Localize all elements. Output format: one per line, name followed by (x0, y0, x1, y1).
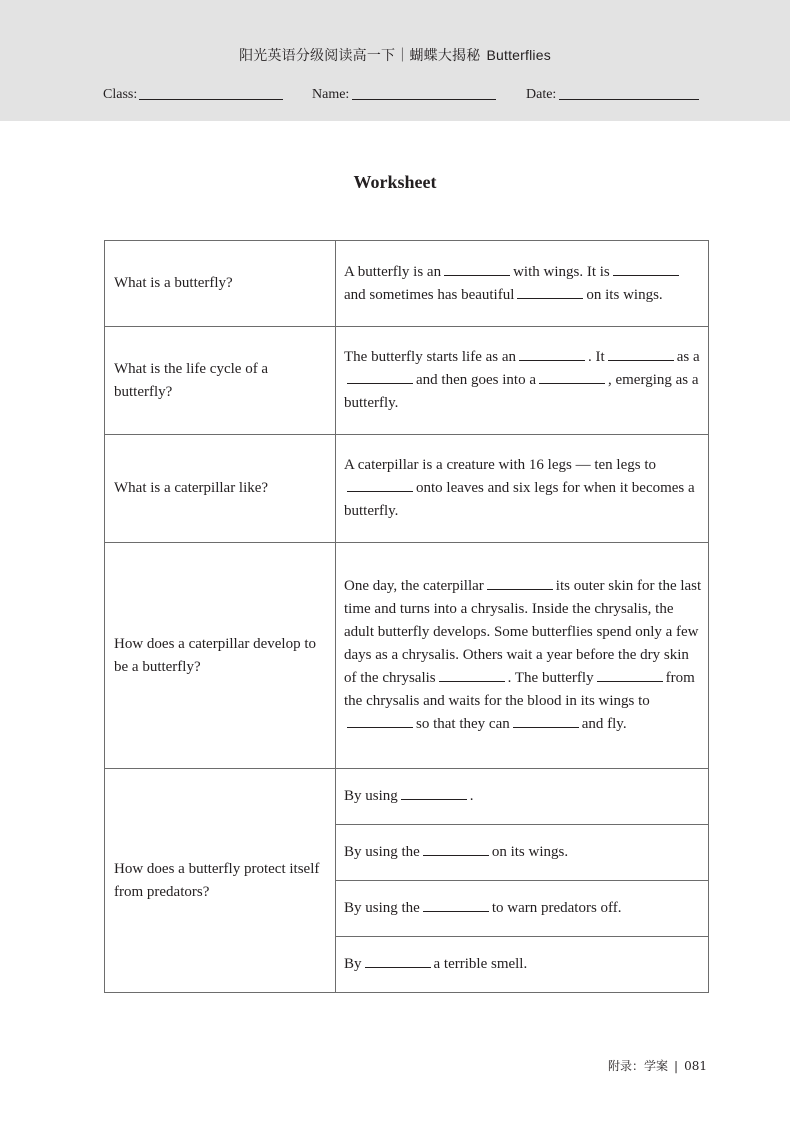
date-label: Date: (526, 87, 557, 102)
fill-in-blank[interactable] (519, 348, 585, 361)
question-cell: How does a caterpillar develop to be a butterfly? (105, 543, 336, 769)
answer-text: . (469, 788, 474, 804)
answer-text: with wings. It is (513, 263, 610, 280)
answer-text: and then goes into a (416, 372, 536, 388)
answer-text: on its wings. (491, 844, 569, 860)
answer-cell (336, 543, 709, 769)
worksheet-title: Worksheet (353, 172, 437, 192)
table-row (105, 327, 709, 435)
class-field[interactable] (103, 85, 283, 103)
question-cell: How does a butterfly protect itself from predators? (105, 769, 336, 993)
fill-in-blank[interactable] (517, 286, 583, 299)
fill-in-blank[interactable] (539, 371, 605, 384)
answer-cell (336, 769, 709, 825)
footer-section: 附录：学案 (608, 1059, 669, 1073)
answer-text: By using (344, 788, 398, 804)
answer-text: so that they can (416, 716, 510, 732)
fill-in-blank[interactable] (347, 715, 413, 728)
date-blank[interactable] (559, 85, 699, 100)
fill-in-blank[interactable] (613, 263, 679, 276)
answer-cell (336, 881, 709, 937)
answer-text: a terrible smell. (433, 956, 528, 972)
answer-text: to warn predators off. (491, 900, 622, 916)
answer-cell (336, 825, 709, 881)
table-row (105, 435, 709, 543)
date-field[interactable] (526, 85, 699, 103)
fill-in-blank[interactable] (608, 348, 674, 361)
answer-text: as a (676, 349, 700, 365)
answer-cell (336, 241, 709, 327)
page-number: 081 (684, 1059, 707, 1073)
answer-text: By using the (344, 900, 420, 916)
answer-text: . It (588, 349, 605, 365)
answer-text: The butterfly starts life as an (344, 349, 517, 365)
page-footer (608, 1057, 707, 1074)
answer-text: By using the (344, 844, 420, 860)
fill-in-blank[interactable] (423, 899, 489, 912)
header-title-en: Butterflies (486, 47, 551, 63)
answer-text: and fly. (581, 716, 627, 732)
fill-in-blank[interactable] (365, 955, 431, 968)
answer-cell (336, 435, 709, 543)
answer-text: A butterfly is an (344, 263, 442, 280)
question-cell: What is a butterfly? (105, 241, 336, 327)
fill-in-blank[interactable] (401, 787, 467, 800)
answer-text: , emerging as a butterfly. (344, 372, 699, 411)
header-title-cn: 阳光英语分级阅读高一下｜蝴蝶大揭秘 (239, 48, 481, 64)
worksheet-body (105, 241, 709, 993)
fill-in-blank[interactable] (439, 669, 505, 682)
answer-text: One day, the caterpillar (344, 578, 484, 594)
answer-text: A caterpillar is a creature with 16 legs — ten legs to (344, 457, 656, 473)
class-label: Class: (103, 87, 138, 102)
page-header (0, 0, 790, 121)
answer-text: from the chrysalis and waits for the blood in its wings to (344, 670, 695, 709)
name-field[interactable] (312, 85, 496, 103)
fill-in-blank[interactable] (513, 715, 579, 728)
answer-text: . The butterfly (507, 670, 594, 686)
answer-text: and sometimes has beautiful (344, 286, 515, 303)
class-blank[interactable] (139, 85, 283, 100)
answer-text: its outer skin for the last time and turns into a chrysalis. Inside the chrysalis, the adult butterfly develops. Some butterflies spend only a few days as a chrysalis. Others wait a year before the dry skin of the chrysalis (344, 578, 702, 686)
fill-in-blank[interactable] (423, 843, 489, 856)
answer-cell (336, 937, 709, 993)
fill-in-blank[interactable] (444, 263, 510, 276)
worksheet-table (104, 240, 709, 993)
fill-in-blank[interactable] (487, 577, 553, 590)
answer-text: By (344, 956, 362, 972)
table-row (105, 769, 709, 825)
answer-cell (336, 327, 709, 435)
fill-in-blank[interactable] (347, 479, 413, 492)
answer-text: on its wings. (586, 286, 663, 303)
fill-in-blank[interactable] (597, 669, 663, 682)
question-cell: What is the life cycle of a butterfly? (105, 327, 336, 435)
table-row (105, 543, 709, 769)
question-cell: What is a caterpillar like? (105, 435, 336, 543)
name-label: Name: (312, 87, 350, 102)
table-row (105, 241, 709, 327)
footer-separator: | (674, 1059, 679, 1073)
header-title (0, 45, 790, 65)
name-blank[interactable] (352, 85, 496, 100)
answer-text: onto leaves and six legs for when it becomes a butterfly. (344, 480, 695, 519)
fill-in-blank[interactable] (347, 371, 413, 384)
